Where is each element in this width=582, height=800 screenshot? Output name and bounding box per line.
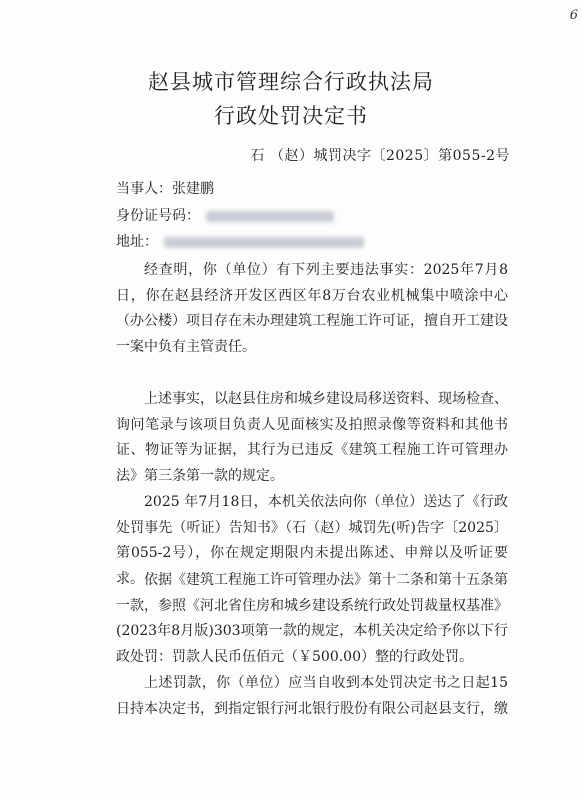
- document-number: 石 （赵）城罚决字〔2025〕第055-2号: [250, 148, 510, 164]
- paragraph-notice: 2025 年7月18日，本机关依法向你（单位）送达了《行政处罚事先（听证）告知书》（石（赵）城罚先(听)告字〔2025〕第055-2号），你在规定期限内未提出陈述、申辩以及听证要求。: [116, 494, 508, 587]
- paragraph-payment: 上述罚款，你（单位）应当自收到本处罚决定书之日起15日持本决定书，到指定银行河北银行股份有限公司赵县支行，缴: [116, 675, 508, 717]
- id-number-label: 身份证号码：: [116, 208, 200, 224]
- document-title-agency: 赵县城市管理综合行政执法局: [148, 70, 434, 94]
- paragraph-evidence: 上述事实，以赵县住房和城乡建设局移送资料、现场检查、询问笔录与该项目负责人见面核实及拍照录像等资料和其他书证、物证等为证据，其行为已违反《建筑工程施工许可管理办法》第三条第一款的规定。: [116, 391, 508, 484]
- party-name-text: 当事人：张建鹏: [116, 181, 214, 197]
- paragraph-facts: 经查明，你（单位）有下列主要违法事实：2025年7月8日，你在赵县经济开发区西区年8万台农业机械集中喷涂中心（办公楼）项目存在未办理建筑工程施工许可证，擅自开工建设一案中负有主管责任。: [116, 262, 508, 355]
- page-corner-mark: 6: [569, 8, 578, 23]
- address-label: 地址：: [116, 234, 158, 250]
- redacted-id-number: [206, 211, 334, 222]
- party-name-field: [116, 178, 214, 198]
- address-field: [116, 231, 364, 251]
- document-title-type: 行政处罚决定书: [214, 104, 368, 128]
- paragraph-decision: 依据《建筑工程施工许可管理办法》第十二条和第十五条第一款，参照《河北省住房和城乡建设系统行政处罚裁量权基准》(2023年8月版)303项第一款的规定，本机关决定给予你以下行政处罚：罚款人民币伍佰元（￥500.00）整的行政处罚。: [116, 572, 508, 665]
- id-number-field: [116, 205, 334, 225]
- redacted-address: [164, 237, 364, 248]
